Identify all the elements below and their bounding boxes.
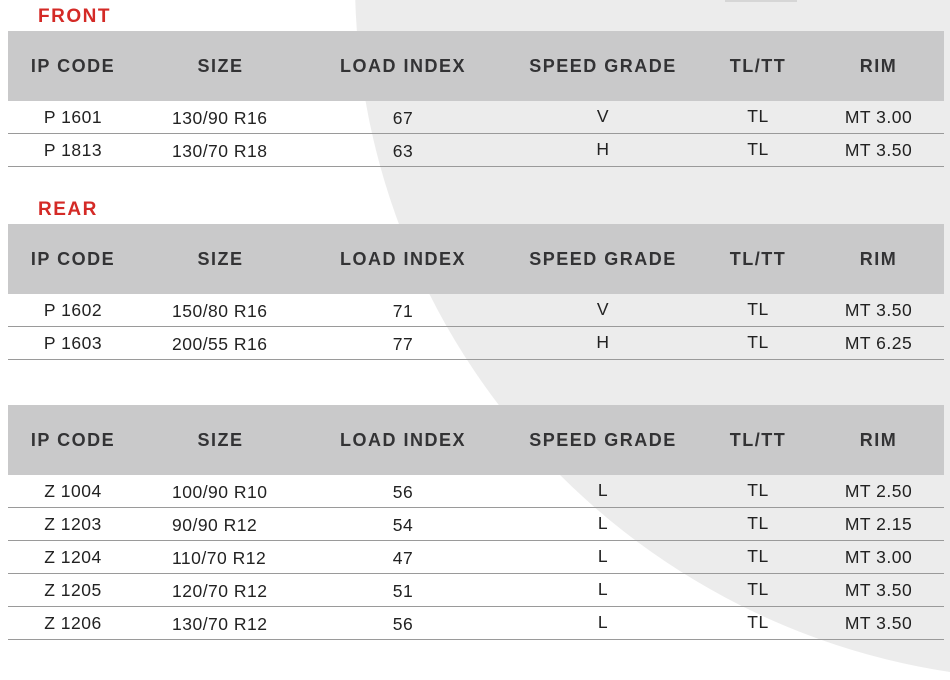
speed-grade-cell: L bbox=[503, 574, 703, 607]
spec-table-front bbox=[8, 31, 944, 167]
rim-cell: MT 3.00 bbox=[813, 101, 944, 134]
speed-grade-cell: V bbox=[503, 101, 703, 134]
spec-table-z-series bbox=[8, 405, 944, 640]
ip-code-cell: Z 1205 bbox=[8, 574, 138, 607]
header-ip-code: IP CODE bbox=[8, 31, 138, 101]
table-header-row bbox=[8, 224, 944, 294]
header-ip-code: IP CODE bbox=[8, 224, 138, 294]
load-index-cell: 47 bbox=[303, 541, 503, 574]
table-row bbox=[8, 574, 944, 607]
speed-grade-cell: H bbox=[503, 134, 703, 167]
size-cell: 90/90 R12 bbox=[138, 508, 303, 541]
top-decor-bar bbox=[725, 0, 797, 2]
ip-code-cell: Z 1004 bbox=[8, 475, 138, 508]
header-load-index: LOAD INDEX bbox=[303, 31, 503, 101]
size-cell: 120/70 R12 bbox=[138, 574, 303, 607]
header-tl-tt: TL/TT bbox=[703, 405, 813, 475]
tl-tt-cell: TL bbox=[703, 475, 813, 508]
tl-tt-cell: TL bbox=[703, 607, 813, 640]
ip-code-cell: Z 1206 bbox=[8, 607, 138, 640]
header-speed-grade: SPEED GRADE bbox=[503, 31, 703, 101]
speed-grade-cell: L bbox=[503, 508, 703, 541]
size-cell: 130/70 R12 bbox=[138, 607, 303, 640]
speed-grade-cell: L bbox=[503, 541, 703, 574]
table-row bbox=[8, 134, 944, 167]
speed-grade-cell: V bbox=[503, 294, 703, 327]
ip-code-cell: P 1813 bbox=[8, 134, 138, 167]
ip-code-cell: Z 1204 bbox=[8, 541, 138, 574]
tl-tt-cell: TL bbox=[703, 508, 813, 541]
size-cell: 130/70 R18 bbox=[138, 134, 303, 167]
rim-cell: MT 3.50 bbox=[813, 574, 944, 607]
table-row bbox=[8, 541, 944, 574]
tl-tt-cell: TL bbox=[703, 134, 813, 167]
speed-grade-cell: L bbox=[503, 475, 703, 508]
tl-tt-cell: TL bbox=[703, 101, 813, 134]
size-cell: 130/90 R16 bbox=[138, 101, 303, 134]
table-row bbox=[8, 294, 944, 327]
ip-code-cell: P 1602 bbox=[8, 294, 138, 327]
size-cell: 150/80 R16 bbox=[138, 294, 303, 327]
size-cell: 100/90 R10 bbox=[138, 475, 303, 508]
header-rim: RIM bbox=[813, 31, 944, 101]
load-index-cell: 63 bbox=[303, 134, 503, 167]
load-index-cell: 56 bbox=[303, 607, 503, 640]
header-rim: RIM bbox=[813, 224, 944, 294]
tl-tt-cell: TL bbox=[703, 327, 813, 360]
table-row bbox=[8, 101, 944, 134]
rim-cell: MT 6.25 bbox=[813, 327, 944, 360]
header-tl-tt: TL/TT bbox=[703, 224, 813, 294]
table-header-row bbox=[8, 31, 944, 101]
table-row bbox=[8, 508, 944, 541]
spec-table-rear bbox=[8, 224, 944, 360]
load-index-cell: 67 bbox=[303, 101, 503, 134]
table-row bbox=[8, 607, 944, 640]
ip-code-cell: Z 1203 bbox=[8, 508, 138, 541]
header-tl-tt: TL/TT bbox=[703, 31, 813, 101]
load-index-cell: 56 bbox=[303, 475, 503, 508]
table-row bbox=[8, 475, 944, 508]
tl-tt-cell: TL bbox=[703, 294, 813, 327]
header-size: SIZE bbox=[138, 224, 303, 294]
rim-cell: MT 2.50 bbox=[813, 475, 944, 508]
table-header-row bbox=[8, 405, 944, 475]
rim-cell: MT 2.15 bbox=[813, 508, 944, 541]
load-index-cell: 77 bbox=[303, 327, 503, 360]
speed-grade-cell: H bbox=[503, 327, 703, 360]
header-load-index: LOAD INDEX bbox=[303, 224, 503, 294]
header-size: SIZE bbox=[138, 405, 303, 475]
tl-tt-cell: TL bbox=[703, 541, 813, 574]
size-cell: 110/70 R12 bbox=[138, 541, 303, 574]
load-index-cell: 51 bbox=[303, 574, 503, 607]
load-index-cell: 54 bbox=[303, 508, 503, 541]
section-title-rear: REAR bbox=[38, 199, 98, 220]
size-cell: 200/55 R16 bbox=[138, 327, 303, 360]
header-rim: RIM bbox=[813, 405, 944, 475]
header-size: SIZE bbox=[138, 31, 303, 101]
header-speed-grade: SPEED GRADE bbox=[503, 224, 703, 294]
tl-tt-cell: TL bbox=[703, 574, 813, 607]
table-row bbox=[8, 327, 944, 360]
section-title-front: FRONT bbox=[38, 6, 111, 27]
header-load-index: LOAD INDEX bbox=[303, 405, 503, 475]
rim-cell: MT 3.50 bbox=[813, 294, 944, 327]
load-index-cell: 71 bbox=[303, 294, 503, 327]
ip-code-cell: P 1601 bbox=[8, 101, 138, 134]
speed-grade-cell: L bbox=[503, 607, 703, 640]
rim-cell: MT 3.50 bbox=[813, 607, 944, 640]
rim-cell: MT 3.50 bbox=[813, 134, 944, 167]
ip-code-cell: P 1603 bbox=[8, 327, 138, 360]
header-speed-grade: SPEED GRADE bbox=[503, 405, 703, 475]
rim-cell: MT 3.00 bbox=[813, 541, 944, 574]
header-ip-code: IP CODE bbox=[8, 405, 138, 475]
